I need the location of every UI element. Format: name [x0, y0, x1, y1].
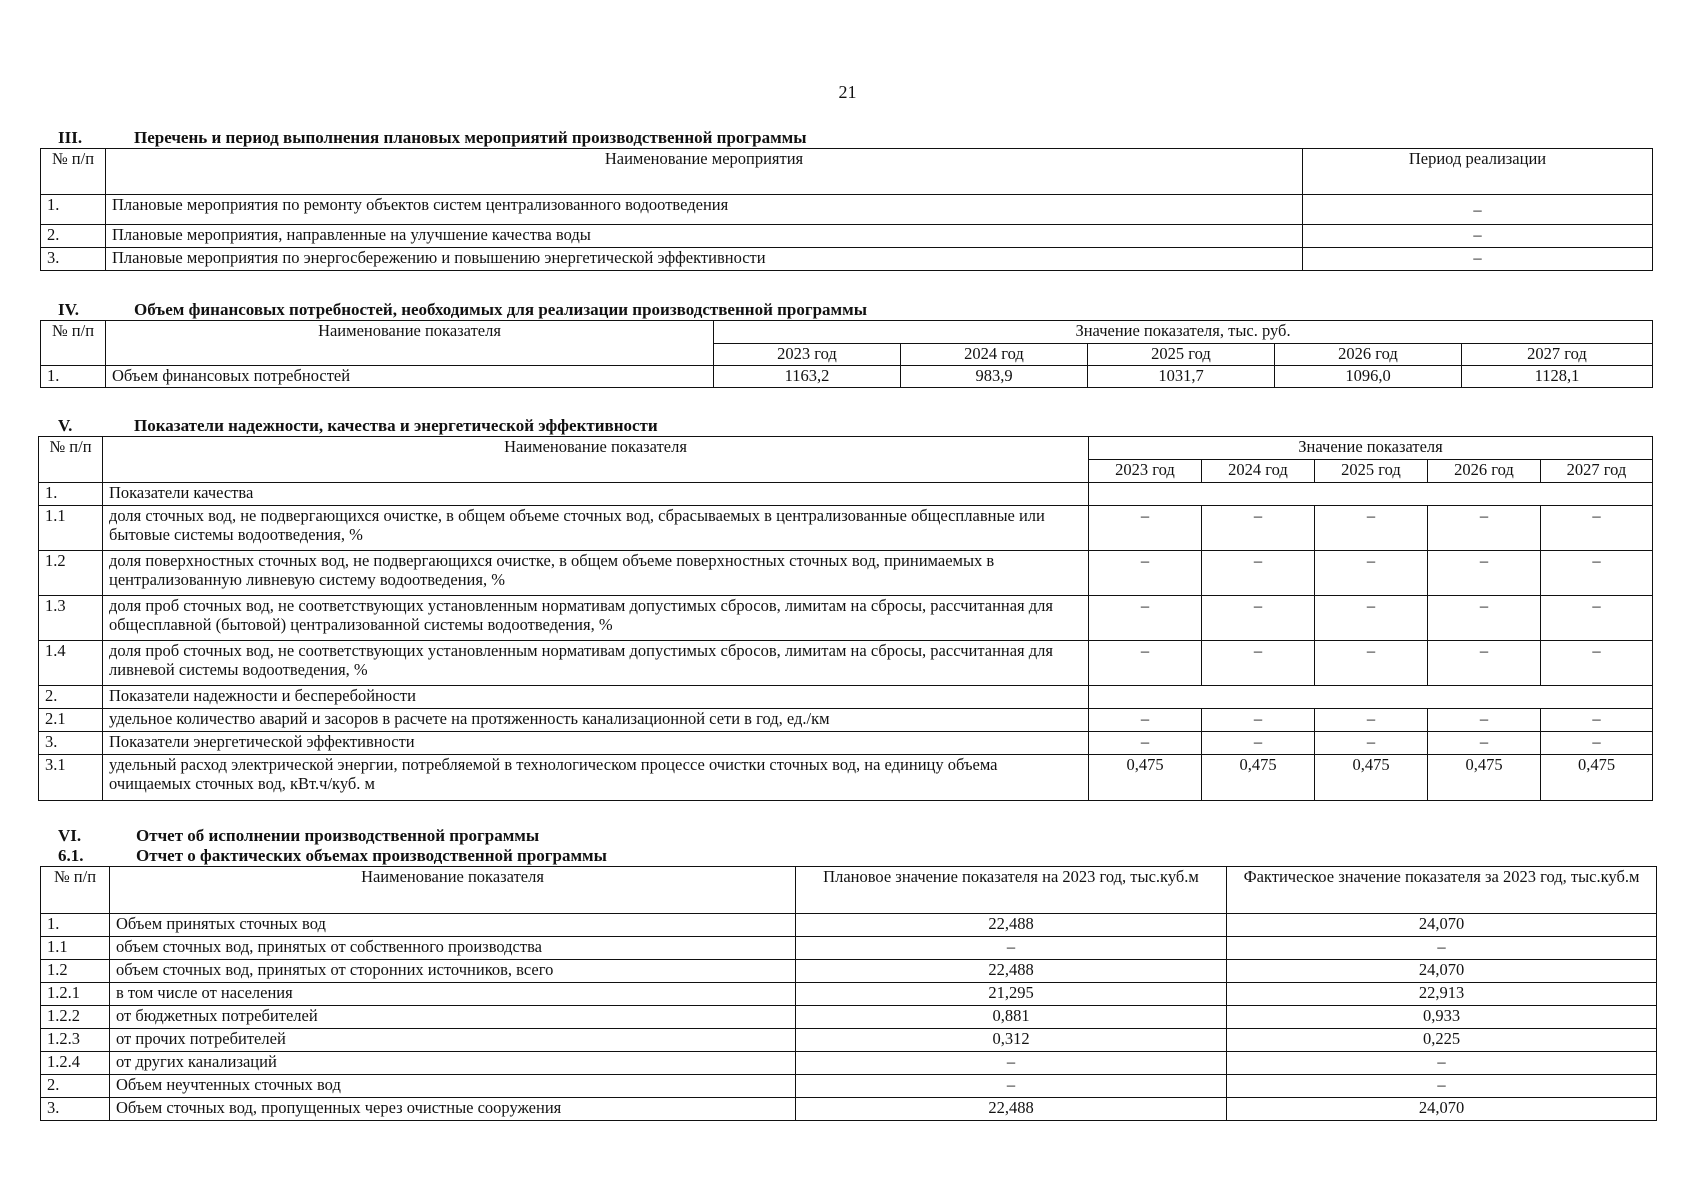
row-value-2027: 1128,1: [1462, 366, 1653, 388]
section-5-title: Показатели надежности, качества и энергетической эффективности: [134, 416, 658, 435]
row-value-2023: –: [1089, 551, 1202, 596]
section-3: [40, 128, 1652, 271]
row-name: от других канализаций: [110, 1052, 796, 1075]
col-header-no: № п/п: [39, 437, 103, 483]
row-value-2024: –: [1202, 732, 1315, 755]
row-name: от прочих потребителей: [110, 1029, 796, 1052]
row-value-2026: –: [1428, 506, 1541, 551]
table-row: [41, 1029, 1657, 1052]
row-plan-value: 22,488: [796, 914, 1227, 937]
row-number: 1.2.3: [41, 1029, 110, 1052]
col-header-value: Значение показателя, тыс. руб.: [714, 321, 1653, 344]
year-header: 2023 год: [714, 344, 901, 366]
row-value-2023: –: [1089, 732, 1202, 755]
col-header-no: № п/п: [41, 149, 106, 195]
row-fact-value: 24,070: [1227, 914, 1657, 937]
row-value-2026: 1096,0: [1275, 366, 1462, 388]
row-fact-value: 0,225: [1227, 1029, 1657, 1052]
row-number: 1.1: [41, 937, 110, 960]
col-header-value: Значение показателя: [1089, 437, 1653, 460]
row-value-2025: –: [1315, 732, 1428, 755]
row-value-2025: 1031,7: [1088, 366, 1275, 388]
row-value-2025: –: [1315, 709, 1428, 732]
row-name: Показатели качества: [103, 483, 1089, 506]
section-6-title: Отчет об исполнении производственной программы: [136, 826, 540, 845]
section-4-title: Объем финансовых потребностей, необходимых для реализации производственной программы: [134, 300, 867, 319]
row-number: 1.2: [41, 960, 110, 983]
row-name: доля сточных вод, не подвергающихся очистке, в общем объеме сточных вод, сбрасываемых в централизованные общесплавные или бытовые системы водоотведения, %: [103, 506, 1089, 551]
row-number: 1.: [39, 483, 103, 506]
row-name: Плановые мероприятия по энергосбережению и повышению энергетической эффективности: [106, 248, 1303, 271]
row-fact-value: 22,913: [1227, 983, 1657, 1006]
section-5-header-row: [39, 437, 1653, 460]
table-row: [39, 596, 1653, 641]
row-value-2023: –: [1089, 506, 1202, 551]
row-fact-value: –: [1227, 937, 1657, 960]
section-6-number: VI.: [58, 826, 82, 845]
section-3-header-row: [41, 149, 1653, 195]
section-4: [40, 300, 1652, 388]
section-6: [40, 826, 1656, 1121]
table-row: [41, 225, 1653, 248]
row-name: в том числе от населения: [110, 983, 796, 1006]
row-plan-value: –: [796, 937, 1227, 960]
row-name: Плановые мероприятия по ремонту объектов систем централизованного водоотведения: [106, 195, 1303, 225]
row-name: Плановые мероприятия, направленные на улучшение качества воды: [106, 225, 1303, 248]
section-3-title: Перечень и период выполнения плановых мероприятий производственной программы: [134, 128, 807, 147]
table-row: [41, 248, 1653, 271]
section-3-heading: [40, 128, 1652, 148]
col-header-no: № п/п: [41, 867, 110, 914]
row-plan-value: –: [796, 1052, 1227, 1075]
row-value-2026: 0,475: [1428, 755, 1541, 801]
table-row: [41, 983, 1657, 1006]
row-fact-value: –: [1227, 1075, 1657, 1098]
row-value-2027: –: [1541, 709, 1653, 732]
row-value-2024: –: [1202, 596, 1315, 641]
row-value-2024: –: [1202, 709, 1315, 732]
row-value-2025: –: [1315, 551, 1428, 596]
row-name: Показатели надежности и бесперебойности: [103, 686, 1089, 709]
row-period: –: [1303, 225, 1653, 248]
table-row: [41, 914, 1657, 937]
row-number: 2.: [41, 225, 106, 248]
row-plan-value: 21,295: [796, 983, 1227, 1006]
row-number: 3.: [41, 1098, 110, 1121]
table-row: [39, 732, 1653, 755]
row-number: 2.1: [39, 709, 103, 732]
row-number: 1.1: [39, 506, 103, 551]
col-header-name: Наименование мероприятия: [106, 149, 1303, 195]
year-header: 2023 год: [1089, 460, 1202, 483]
row-period: –: [1303, 195, 1653, 225]
row-value-2024: –: [1202, 506, 1315, 551]
col-header-name: Наименование показателя: [106, 321, 714, 366]
row-name: Объем сточных вод, пропущенных через очистные сооружения: [110, 1098, 796, 1121]
row-plan-value: 0,881: [796, 1006, 1227, 1029]
row-value-2026: –: [1428, 709, 1541, 732]
row-name: от бюджетных потребителей: [110, 1006, 796, 1029]
row-name: Объем неучтенных сточных вод: [110, 1075, 796, 1098]
section-4-table: [40, 320, 1653, 388]
year-header: 2024 год: [1202, 460, 1315, 483]
row-value-2026: –: [1428, 596, 1541, 641]
row-value-2023: –: [1089, 709, 1202, 732]
table-row: [39, 686, 1653, 709]
year-header: 2027 год: [1541, 460, 1653, 483]
row-number: 2.: [41, 1075, 110, 1098]
row-number: 2.: [39, 686, 103, 709]
section-4-heading: [40, 300, 1652, 320]
section-5: [38, 416, 1652, 801]
row-fact-value: 0,933: [1227, 1006, 1657, 1029]
row-plan-value: –: [796, 1075, 1227, 1098]
row-name: доля проб сточных вод, не соответствующих установленным нормативам допустимых сбросов, лимитам на сбросы, рассчитанная для общесплавной (бытовой) централизованной системы водоотведения, %: [103, 596, 1089, 641]
col-header-name: Наименование показателя: [103, 437, 1089, 483]
page-number: 21: [838, 82, 857, 102]
row-number: 1.: [41, 366, 106, 388]
section-3-number: III.: [58, 128, 83, 147]
year-header: 2027 год: [1462, 344, 1653, 366]
row-value-2025: 0,475: [1315, 755, 1428, 801]
table-row: [41, 1098, 1657, 1121]
section-6-table: [40, 866, 1657, 1121]
row-values-empty: [1089, 483, 1653, 506]
row-name: объем сточных вод, принятых от сторонних источников, всего: [110, 960, 796, 983]
row-number: 1.3: [39, 596, 103, 641]
row-value-2026: –: [1428, 732, 1541, 755]
row-number: 1.2.4: [41, 1052, 110, 1075]
row-value-2024: –: [1202, 551, 1315, 596]
row-value-2027: –: [1541, 641, 1653, 686]
row-value-2024: –: [1202, 641, 1315, 686]
section-5-number: V.: [58, 416, 73, 435]
row-value-2027: –: [1541, 551, 1653, 596]
section-6-1-number: 6.1.: [58, 846, 84, 865]
year-header: 2025 год: [1088, 344, 1275, 366]
row-value-2023: –: [1089, 596, 1202, 641]
year-header: 2026 год: [1428, 460, 1541, 483]
col-header-plan: Плановое значение показателя на 2023 год, тыс.куб.м: [796, 867, 1227, 914]
row-value-2024: 0,475: [1202, 755, 1315, 801]
row-fact-value: 24,070: [1227, 960, 1657, 983]
row-values-empty: [1089, 686, 1653, 709]
row-value-2027: –: [1541, 506, 1653, 551]
table-row: [39, 709, 1653, 732]
row-name: объем сточных вод, принятых от собственного производства: [110, 937, 796, 960]
row-value-2025: –: [1315, 596, 1428, 641]
row-name: удельный расход электрической энергии, потребляемой в технологическом процессе очистки сточных вод, на единицу объема очищаемых сточных вод, кВт.ч/куб. м: [103, 755, 1089, 801]
row-name: доля проб сточных вод, не соответствующих установленным нормативам допустимых сбросов, лимитам на сбросы, рассчитанная для ливневой системы водоотведения, %: [103, 641, 1089, 686]
table-row: [39, 551, 1653, 596]
row-plan-value: 22,488: [796, 960, 1227, 983]
row-value-2025: –: [1315, 506, 1428, 551]
section-6-heading: [40, 826, 1656, 846]
row-value-2024: 983,9: [901, 366, 1088, 388]
row-value-2027: –: [1541, 596, 1653, 641]
section-4-header-row: [41, 321, 1653, 344]
row-period: –: [1303, 248, 1653, 271]
col-header-name: Наименование показателя: [110, 867, 796, 914]
row-value-2023: 0,475: [1089, 755, 1202, 801]
table-row: [41, 937, 1657, 960]
row-number: 1.: [41, 195, 106, 225]
row-name: Объем принятых сточных вод: [110, 914, 796, 937]
year-header: 2025 год: [1315, 460, 1428, 483]
row-number: 1.: [41, 914, 110, 937]
row-value-2027: –: [1541, 732, 1653, 755]
row-value-2023: 1163,2: [714, 366, 901, 388]
row-value-2026: –: [1428, 641, 1541, 686]
table-row: [41, 1075, 1657, 1098]
table-row: [41, 960, 1657, 983]
row-fact-value: 24,070: [1227, 1098, 1657, 1121]
row-number: 1.2.1: [41, 983, 110, 1006]
row-plan-value: 22,488: [796, 1098, 1227, 1121]
row-name: доля поверхностных сточных вод, не подвергающихся очистке, в общем объеме поверхностных сточных вод, принимаемых в централизованную ливневую систему водоотведения, %: [103, 551, 1089, 596]
section-3-table: [40, 148, 1653, 271]
table-row: [41, 1006, 1657, 1029]
section-4-number: IV.: [58, 300, 79, 319]
col-header-no: № п/п: [41, 321, 106, 366]
year-header: 2024 год: [901, 344, 1088, 366]
table-row: [41, 1052, 1657, 1075]
section-6-header-row: [41, 867, 1657, 914]
section-6-1-heading: [40, 846, 1656, 866]
row-number: 3.: [41, 248, 106, 271]
row-value-2027: 0,475: [1541, 755, 1653, 801]
row-number: 1.4: [39, 641, 103, 686]
col-header-fact: Фактическое значение показателя за 2023 год, тыс.куб.м: [1227, 867, 1657, 914]
row-fact-value: –: [1227, 1052, 1657, 1075]
row-value-2025: –: [1315, 641, 1428, 686]
row-name: Показатели энергетической эффективности: [103, 732, 1089, 755]
row-value-2026: –: [1428, 551, 1541, 596]
row-plan-value: 0,312: [796, 1029, 1227, 1052]
row-name: удельное количество аварий и засоров в расчете на протяженность канализационной сети в год, ед./км: [103, 709, 1089, 732]
table-row: [39, 483, 1653, 506]
year-header: 2026 год: [1275, 344, 1462, 366]
table-row: [41, 366, 1653, 388]
col-header-period: Период реализации: [1303, 149, 1653, 195]
section-5-heading: [38, 416, 1652, 436]
row-value-2023: –: [1089, 641, 1202, 686]
section-6-1-title: Отчет о фактических объемах производственной программы: [136, 846, 607, 865]
row-number: 3.1: [39, 755, 103, 801]
section-5-table: [38, 436, 1653, 801]
table-row: [39, 755, 1653, 801]
row-number: 1.2: [39, 551, 103, 596]
row-number: 1.2.2: [41, 1006, 110, 1029]
table-row: [41, 195, 1653, 225]
table-row: [39, 641, 1653, 686]
table-row: [39, 506, 1653, 551]
row-number: 3.: [39, 732, 103, 755]
row-name: Объем финансовых потребностей: [106, 366, 714, 388]
